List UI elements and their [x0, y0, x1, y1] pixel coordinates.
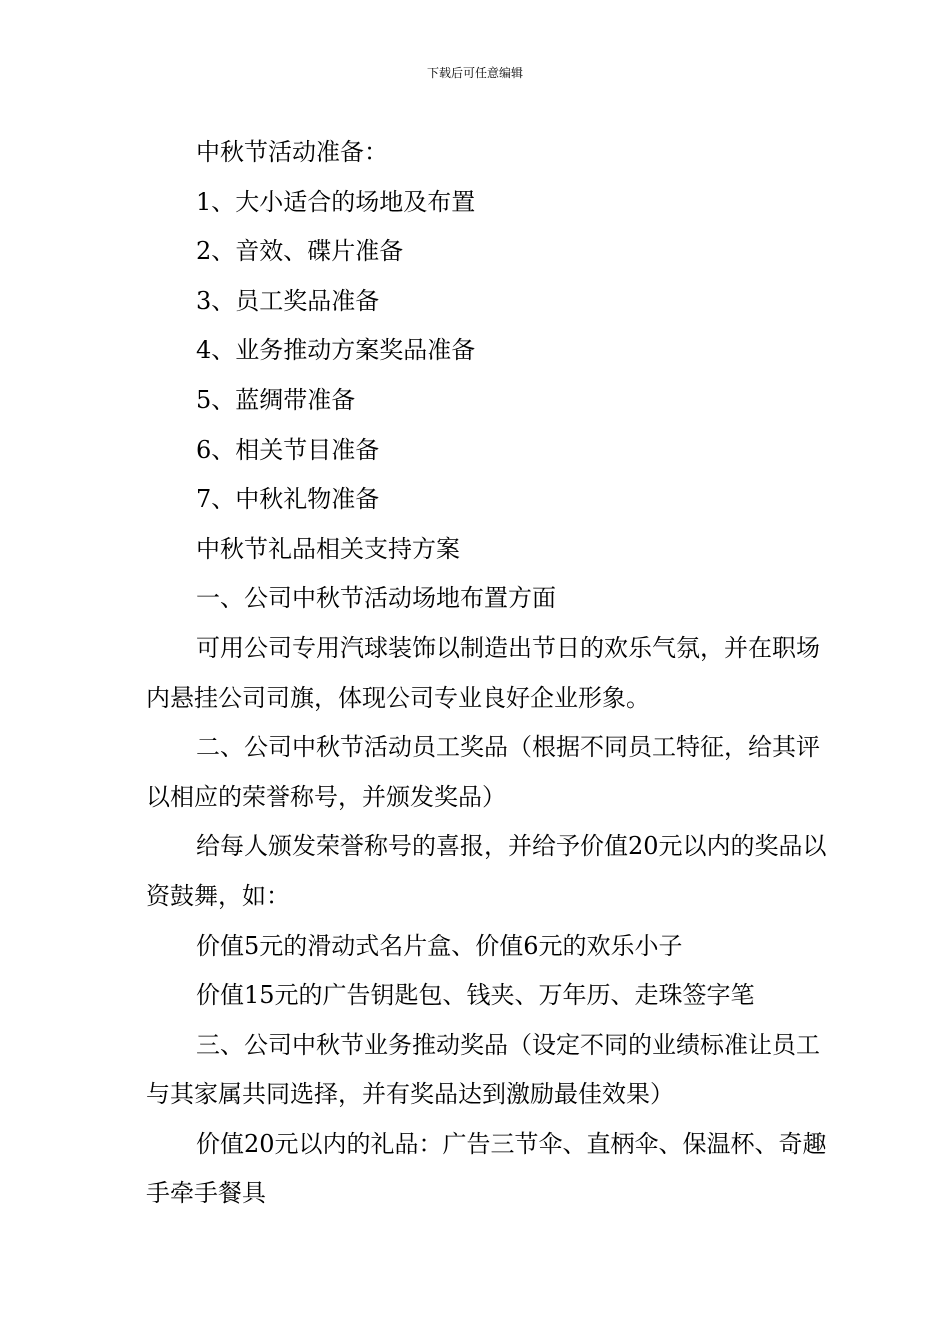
paragraph-business-prizes: 价值20元以内的礼品：广告三节伞、直柄伞、保温杯、奇趣手牵手餐具 [146, 1129, 827, 1208]
section-heading-business-prizes: 三、公司中秋节业务推动奖品（设定不同的业绩标准让员工与其家属共同选择，并有奖品达到激励最佳效果） [146, 1030, 820, 1109]
prize-line: 价值15元的广告钥匙包、钱夹、万年历、走珠签字笔 [196, 981, 755, 1010]
list-item: 2、音效、碟片准备 [196, 237, 404, 266]
prize-line: 价值5元的滑动式名片盒、价值6元的欢乐小子 [196, 931, 683, 960]
list-item: 5、蓝绸带准备 [196, 385, 356, 414]
list-item: 7、中秋礼物准备 [196, 485, 380, 514]
page-header: 下载后可任意编辑 [426, 66, 523, 80]
paragraph-venue: 可用公司专用汽球装饰以制造出节日的欢乐气氛，并在职场内悬挂公司司旗，体现公司专业良好企业形象。 [146, 633, 820, 712]
list-item: 6、相关节目准备 [196, 435, 380, 464]
list-item: 4、业务推动方案奖品准备 [196, 336, 476, 365]
section-heading-venue: 一、公司中秋节活动场地布置方面 [196, 584, 556, 613]
section-heading-gift-plan: 中秋节礼品相关支持方案 [196, 534, 460, 563]
section-heading-preparation: 中秋节活动准备： [196, 138, 388, 166]
list-item: 3、员工奖品准备 [196, 286, 380, 315]
document-body [146, 128, 836, 1219]
section-heading-employee-prizes: 二、公司中秋节活动员工奖品（根据不同员工特征，给其评以相应的荣誉称号，并颁发奖品） [146, 733, 820, 811]
paragraph-employee-prizes: 给每人颁发荣誉称号的喜报，并给予价值20元以内的奖品以资鼓舞，如： [146, 832, 827, 910]
list-item: 1、大小适合的场地及布置 [196, 187, 476, 216]
